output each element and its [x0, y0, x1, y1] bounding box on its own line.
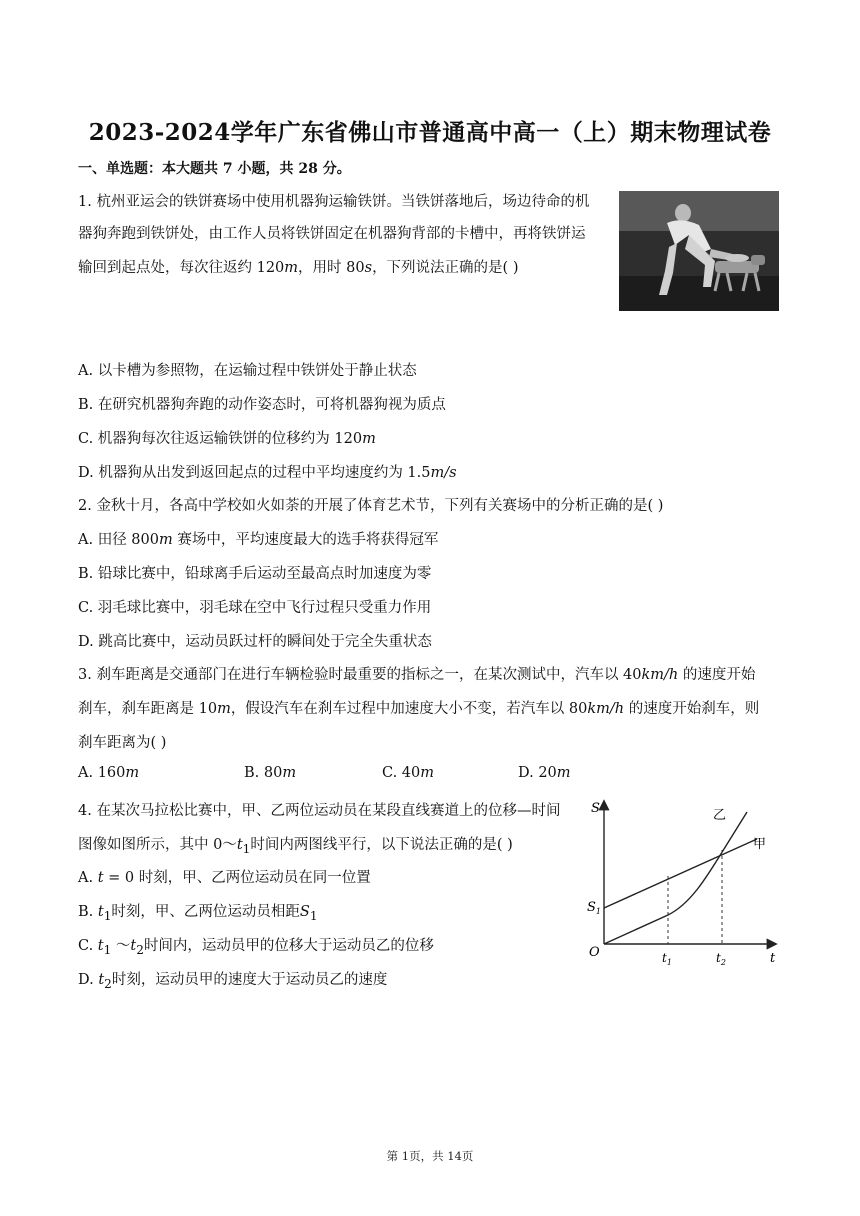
- q2-option-a-unit: m: [158, 532, 173, 548]
- q4-option-b-text: B.: [78, 904, 98, 920]
- t2-label: $t_2$: [716, 951, 726, 967]
- displacement-time-graph: [585, 792, 785, 972]
- q1-option-d-unit: m/s: [430, 465, 457, 481]
- q3-unit-kmh: km/h: [641, 667, 679, 683]
- q4-var-t: t: [97, 938, 104, 954]
- q3-text: 刹车，刹车距离是 10: [78, 701, 218, 717]
- q3-stem-line2: [78, 697, 759, 718]
- robot-dog-photo: [619, 191, 779, 311]
- q4-option-a: [78, 866, 371, 887]
- t1-label: $t_1$: [662, 951, 672, 967]
- q1-unit-m: m: [284, 260, 299, 276]
- y-axis-label: S: [591, 801, 600, 816]
- q4-option-b: [78, 900, 318, 923]
- q3-option-unit: m: [420, 765, 434, 781]
- q3-option-c: [382, 765, 434, 781]
- q3-option-d-text: D. 20: [518, 765, 557, 781]
- q1-text: ，下列说法正确的是( ): [372, 260, 519, 276]
- series-yi-line: [604, 812, 747, 944]
- q4-sub: 2: [104, 976, 112, 991]
- q4-option-c-text: 时间内，运动员甲的位移大于运动员乙的位移: [143, 938, 434, 954]
- q4-option-a-text: = 0 时刻，甲、乙两位运动员在同一位置: [103, 870, 371, 886]
- q4-option-d: [78, 968, 387, 991]
- q4-option-d-text: 时刻，运动员甲的速度大于运动员乙的速度: [111, 972, 388, 988]
- q4-stem-line1: 4. 在某次马拉松比赛中，甲、乙两位运动员在某段直线赛道上的位移—时间: [78, 803, 561, 819]
- origin-label: O: [589, 945, 600, 960]
- robot-dog-photo-drawing: [619, 191, 779, 311]
- q4-option-a-text: A.: [78, 870, 98, 886]
- q3-option-unit: m: [282, 765, 297, 781]
- q1-option-d-text: D. 机器狗从出发到返回起点的过程中平均速度约为 1.5: [78, 465, 431, 481]
- q1-option-c: [78, 427, 376, 448]
- q1-stem-line2: 器狗奔跑到铁饼处，由工作人员将铁饼固定在机器狗背部的卡槽中，再将铁饼运: [78, 226, 586, 242]
- q4-option-c: [78, 934, 434, 957]
- q1-stem-line1: 1. 杭州亚运会的铁饼赛场中使用机器狗运输铁饼。当铁饼落地后，场边待命的机: [78, 194, 590, 210]
- q3-text: 的速度开始: [678, 667, 756, 683]
- q3-option-d: [518, 765, 571, 781]
- q4-sub: 1: [242, 841, 251, 856]
- q4-sub: 2: [136, 942, 144, 957]
- q2-option-a-text: A. 田径 800: [78, 532, 159, 548]
- q3-option-a: [78, 765, 139, 781]
- q4-stem-line2: [78, 833, 513, 856]
- page-number: 第 1页，共 14页: [386, 1149, 474, 1163]
- q4-var-t: t: [97, 870, 104, 886]
- q4-var-s: S: [299, 904, 310, 920]
- q3-unit-kmh: km/h: [587, 701, 625, 717]
- q3-text: ，假设汽车在刹车过程中加速度大小不变，若汽车以 80: [230, 701, 588, 717]
- q4-sub: 1: [103, 942, 112, 957]
- q2-option-b: B. 铅球比赛中，铅球离手后运动至最高点时加速度为零: [78, 566, 432, 582]
- q3-option-b-text: B. 80: [244, 765, 283, 781]
- q4-var-t: t: [97, 904, 104, 920]
- q1-option-c-unit: m: [362, 431, 376, 447]
- x-axis-label: t: [770, 951, 776, 966]
- q1-unit-s: s: [364, 260, 373, 276]
- q3-text: 的速度开始刹车，则: [624, 701, 760, 717]
- q1-text: 输回到起点处，每次往返约 120: [78, 260, 285, 276]
- s1-label: $S_1$: [587, 900, 601, 916]
- q4-var-t: t: [236, 837, 243, 853]
- q4-text: 图像如图所示，其中 0～: [78, 837, 237, 853]
- q1-stem-line3: [78, 256, 519, 277]
- q4-option-b-text: 时刻，甲、乙两位运动员相距: [111, 904, 300, 920]
- q3-option-b: [244, 765, 296, 781]
- q1-text: ，用时 80: [298, 260, 365, 276]
- page-title: 2023-2024学年广东省佛山市普通高中高一（上）期末物理试卷: [88, 119, 772, 146]
- q1-option-d: [78, 461, 457, 482]
- q2-option-a-text: 赛场中，平均速度最大的选手将获得冠军: [172, 532, 439, 548]
- q3-stem-line3: 刹车距离为( ): [78, 735, 167, 751]
- q3-option-a-text: A. 160: [78, 765, 126, 781]
- q1-option-b: B. 在研究机器狗奔跑的动作姿态时，可将机器狗视为质点: [78, 397, 446, 413]
- series-jia-line: [604, 839, 757, 908]
- q1-option-c-text: C. 机器狗每次往返运输铁饼的位移约为 120: [78, 431, 363, 447]
- q4-sub: 1: [309, 908, 318, 923]
- q4-option-c-text: ～: [111, 938, 131, 954]
- section-heading: 一、单选题：本大题共 7 小题，共 28 分。: [78, 161, 351, 177]
- q2-option-d: D. 跳高比赛中，运动员跃过杆的瞬间处于完全失重状态: [78, 634, 432, 650]
- q4-option-d-text: D.: [78, 972, 99, 988]
- q3-option-unit: m: [125, 765, 140, 781]
- q3-option-unit: m: [556, 765, 571, 781]
- q2-stem: 2. 金秋十月，各高中学校如火如荼的开展了体育艺术节，下列有关赛场中的分析正确的是( ): [78, 498, 664, 514]
- q1-option-a: A. 以卡槽为参照物，在运输过程中铁饼处于静止状态: [78, 363, 417, 379]
- q3-unit-m: m: [217, 701, 231, 717]
- q3-option-c-text: C. 40: [382, 765, 421, 781]
- q4-var-t: t: [98, 972, 105, 988]
- q3-text: 3. 刹车距离是交通部门在进行车辆检验时最重要的指标之一，在某次测试中，汽车以 40: [78, 667, 642, 683]
- series-yi-label: 乙: [713, 808, 727, 823]
- q4-var-t: t: [130, 938, 137, 954]
- q4-sub: 1: [103, 908, 112, 923]
- q4-option-c-text: C.: [78, 938, 98, 954]
- q2-option-a: [78, 528, 438, 549]
- series-jia-label: 甲: [753, 837, 767, 852]
- q4-text: 时间内两图线平行，以下说法正确的是( ): [250, 837, 513, 853]
- q2-option-c: C. 羽毛球比赛中，羽毛球在空中飞行过程只受重力作用: [78, 600, 432, 616]
- q3-stem-line1: [78, 663, 755, 684]
